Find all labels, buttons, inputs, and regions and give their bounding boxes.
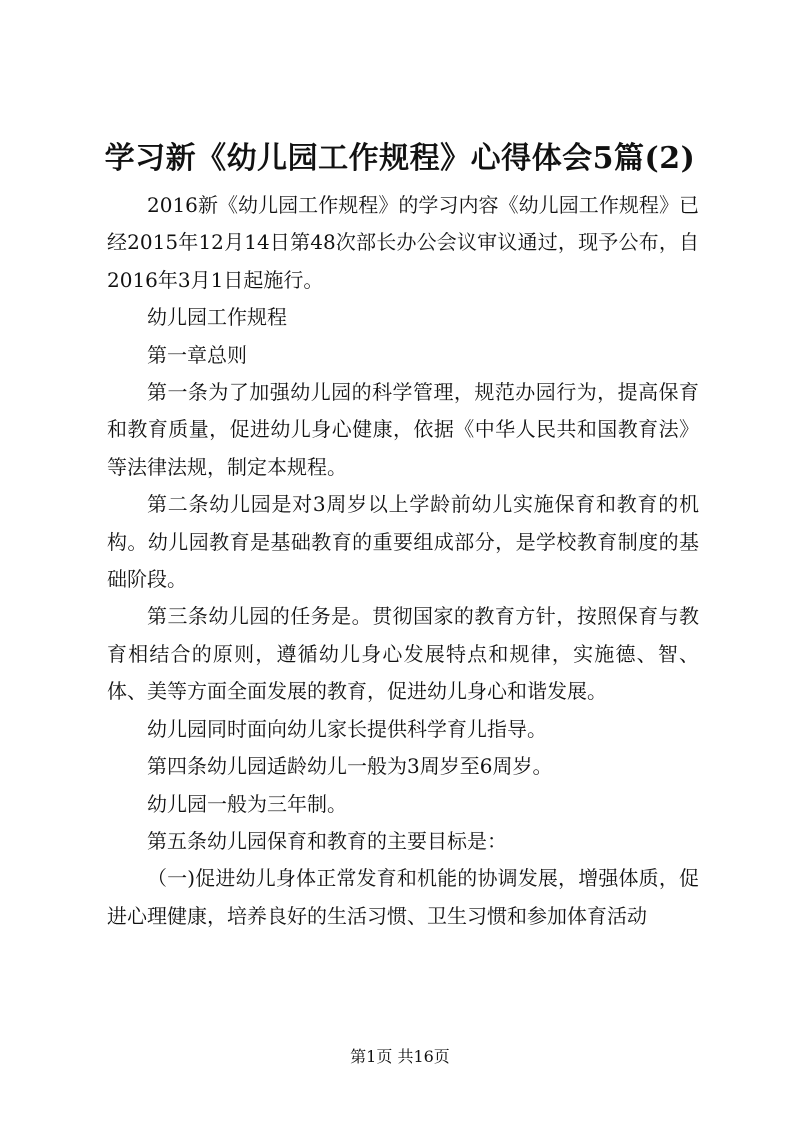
paragraph-intro: 2016新《幼儿园工作规程》的学习内容《幼儿园工作规程》已经2015年12月14日第48次部长办公会议审议通过，现予公布，自2016年3月1日起施行。	[107, 193, 699, 292]
document-body	[107, 187, 699, 935]
paragraph-heading: 幼儿园工作规程	[147, 305, 287, 330]
paragraph-chapter: 第一章总则	[147, 342, 247, 367]
document-title: 学习新《幼儿园工作规程》心得体会5篇(2)	[104, 141, 696, 176]
paragraph-article-4: 第四条幼儿园适龄幼儿一般为3周岁至6周岁。	[147, 754, 553, 779]
paragraph-guidance: 幼儿园同时面向幼儿家长提供科学育儿指导。	[147, 716, 547, 741]
paragraph-article-3: 第三条幼儿园的任务是。贯彻国家的教育方针，按照保育与教育相结合的原则，遵循幼儿身心发展特点和规律，实施德、智、体、美等方面全面发展的教育，促进幼儿身心和谐发展。	[107, 604, 699, 704]
paragraph-article-2: 第二条幼儿园是对3周岁以上学龄前幼儿实施保育和教育的机构。幼儿园教育是基础教育的重要组成部分，是学校教育制度的基础阶段。	[107, 492, 699, 592]
paragraph-article-5: 第五条幼儿园保育和教育的主要目标是：	[147, 828, 507, 853]
page-footer: 第1页 共16页	[350, 1047, 450, 1066]
paragraph-duration: 幼儿园一般为三年制。	[147, 791, 347, 816]
paragraph-article-1: 第一条为了加强幼儿园的科学管理，规范办园行为，提高保育和教育质量，促进幼儿身心健康，依据《中华人民共和国教育法》等法律法规，制定本规程。	[107, 380, 699, 479]
paragraph-item-1: （一)促进幼儿身体正常发育和机能的协调发展，增强体质，促进心理健康，培养良好的生活习惯、卫生习惯和参加体育活动	[107, 866, 699, 928]
